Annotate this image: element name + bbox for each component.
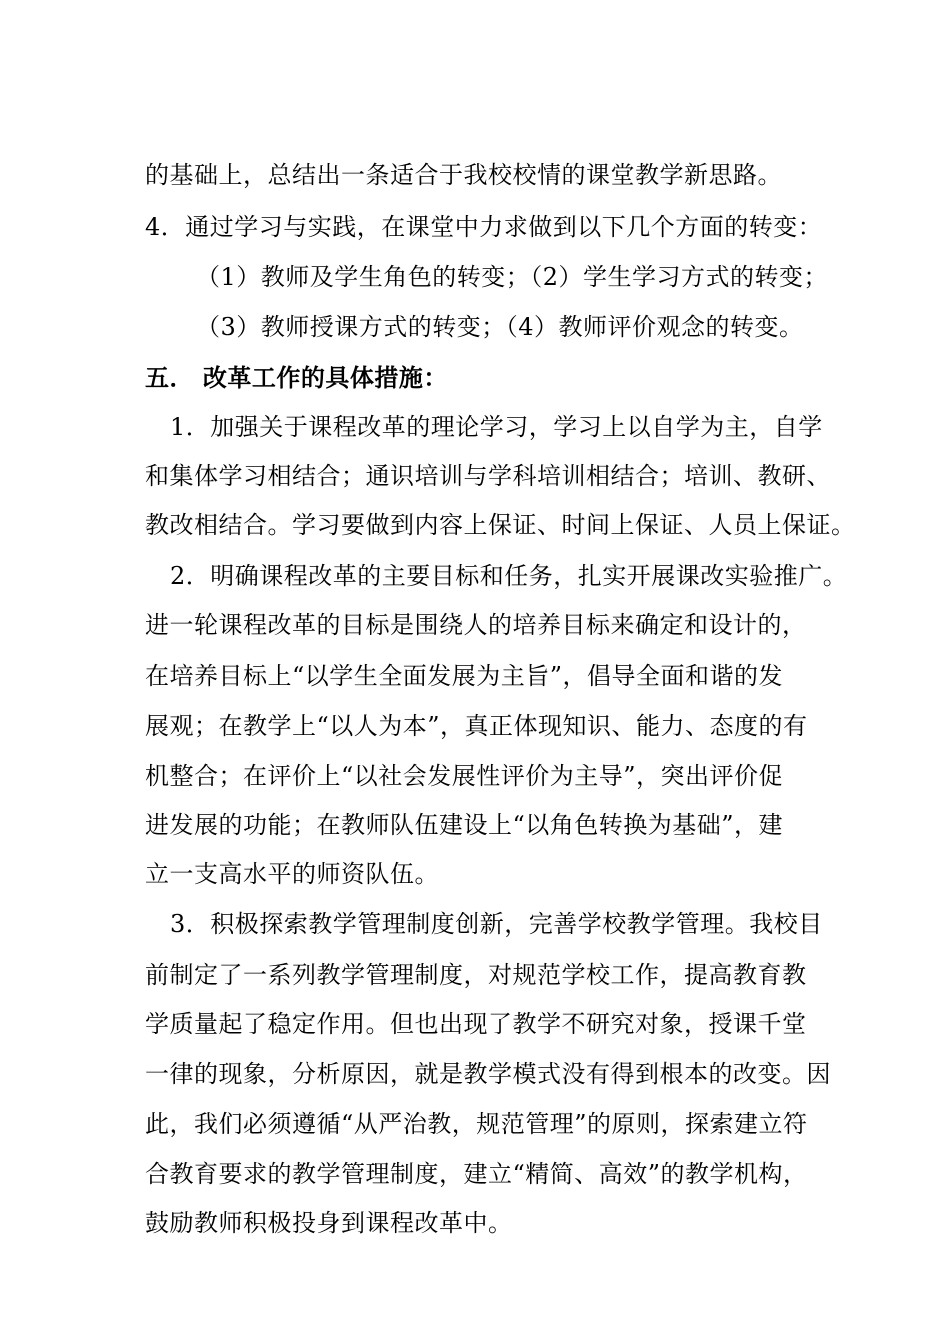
- paragraph-3-start: 3．积极探索教学管理制度创新，完善学校教学管理。我校目: [170, 910, 823, 938]
- text-line: 鼓励教师积极投身到课程改革中。: [145, 1209, 513, 1237]
- paragraph-1-start: 1．加强关于课程改革的理论学习，学习上以自学为主，自学: [170, 413, 823, 441]
- text-line: 机整合；在评价上“以社会发展性评价为主导”，突出评价促: [145, 762, 784, 790]
- text-line: 一律的现象，分析原因，就是教学模式没有得到根本的改变。因: [145, 1060, 831, 1088]
- section-heading: 五． 改革工作的具体措施：: [145, 363, 448, 392]
- text-line: 教改相结合。学习要做到内容上保证、时间上保证、人员上保证。: [145, 511, 856, 539]
- text-line: 进发展的功能；在教师队伍建设上“以角色转换为基础”，建: [145, 811, 784, 839]
- text-line: 在培养目标上“以学生全面发展为主旨”，倡导全面和谐的发: [145, 662, 784, 690]
- text-line: 学质量起了稳定作用。但也出现了教学不研究对象，授课千堂: [145, 1010, 807, 1038]
- text-line: 展观；在教学上“以人为本”，真正体现知识、能力、态度的有: [145, 712, 808, 740]
- text-line: 进一轮课程改革的目标是围绕人的培养目标来确定和设计的，: [145, 611, 807, 639]
- text-line: 前制定了一系列教学管理制度，对规范学校工作，提高教育教: [145, 961, 807, 989]
- text-line: 合教育要求的教学管理制度，建立“精简、高效”的教学机构，: [145, 1160, 808, 1188]
- text-line: 此，我们必须遵循“从严治教，规范管理”的原则，探索建立符: [145, 1110, 808, 1138]
- text-line: 和集体学习相结合；通识培训与学科培训相结合；培训、教研、: [145, 462, 831, 490]
- text-line: 立一支高水平的师资队伍。: [145, 860, 439, 888]
- sub-item-line: （3）教师授课方式的转变；（4）教师评价观念的转变。: [196, 313, 804, 341]
- sub-item-line: （1）教师及学生角色的转变；（2）学生学习方式的转变；: [196, 263, 829, 291]
- text-line: 的基础上，总结出一条适合于我校校情的课堂教学新思路。: [145, 161, 782, 189]
- paragraph-2-start: 2．明确课程改革的主要目标和任务，扎实开展课改实验推广。: [170, 562, 848, 590]
- list-item-4: 4．通过学习与实践，在课堂中力求做到以下几个方面的转变：: [145, 213, 823, 241]
